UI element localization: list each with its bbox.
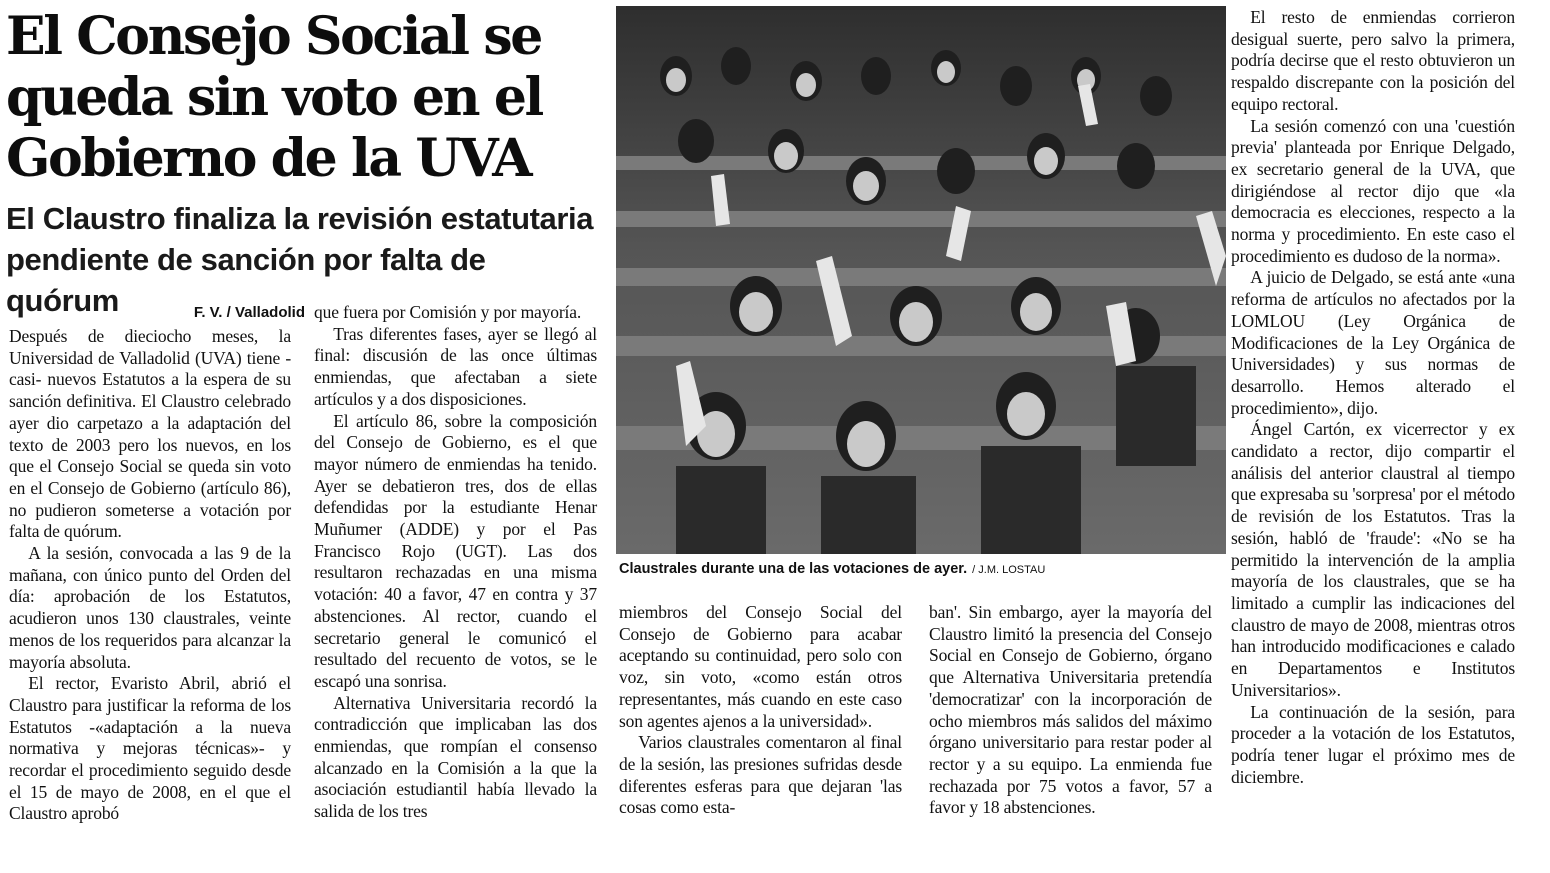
- paragraph: que fuera por Comisión y por mayoría.: [314, 302, 582, 322]
- byline: F. V. / Valladolid: [193, 304, 305, 321]
- paragraph: El artículo 86, sobre la composición del Consejo de Gobierno, es el que mayor número de enmiendas ha tenido. Ayer se debatieron tres, dos de ellas defendidas por la estudiante Henar Muñumer (ADDE) y por el Pas Francisco Rojo (UGT). Las dos resultaron rechazadas en una misma votación: 40 a favor, 47 en contra y 37 abstenciones. Al rector, cuando el secretario general le comunicó el resultado del recuento de votos, se le escapó una sonrisa.: [314, 410, 597, 691]
- paragraph: Después de dieciocho meses, la Universidad de Valladolid (UVA) tiene -casi- nuevos Estatutos a la espera de su sanción definitiva. El Claustro celebrado ayer dio carpetazo a la adaptación del texto de 2003 pero los nuevos, en los que el Consejo Social se queda sin voto en el Consejo de Gobierno (artículo 86), no pudieron someterse a votación por falta de quórum.: [9, 326, 291, 542]
- article-column-4: [929, 602, 1212, 819]
- article-column-5: [1231, 7, 1515, 788]
- auditorium-photo-illustration: [616, 6, 1226, 554]
- subheadline: El Claustro finaliza la revisión estatutaria pendiente de sanción por falta de quórum: [6, 201, 594, 318]
- paragraph: miembros del Consejo Social del Consejo de Gobierno para acabar aceptando su continuidad, pero solo con voz, sin voto, «como están otros representantes, más cuando en este caso son agentes ajenos a la universidad».: [619, 602, 902, 731]
- news-photo: [616, 6, 1226, 554]
- headline: El Consejo Social se queda sin voto en el Gobierno de la UVA: [6, 6, 542, 189]
- paragraph: Ángel Cartón, ex vicerrector y ex candidato a rector, dijo compartir el análisis del anterior claustral al tiempo que expresaba su 'sorpresa' por el método de revisión de los Estatutos. Tras la sesión, habló de 'fraude': «No se ha permitido la intervención de la amplia mayoría de los claustrales, que se ha limitado a cumplir las indicaciones del claustro de mayo de 2008, mientras otros han introducido modificaciones e calado en Departamentos e Institutos Universitarios».: [1231, 419, 1515, 700]
- photo-credit: / J.M. LOSTAU: [972, 564, 1046, 576]
- caption-text: Claustrales durante una de las votaciones de ayer.: [619, 561, 968, 577]
- paragraph: Varios claustrales comentaron al final de la sesión, las presiones sufridas desde diferentes esferas para que dejaran 'las cosas como esta-: [619, 732, 902, 818]
- article-column-1: [9, 326, 291, 825]
- paragraph: Alternativa Universitaria recordó la contradicción que implicaban las dos enmiendas, que rompían el consenso alcanzado en la Comisión a la que la asociación estudiantil había llevado la salida de los tres: [314, 692, 597, 822]
- paragraph: La continuación de la sesión, para proceder a la votación de los Estatutos, podría tener lugar el próximo mes de diciembre.: [1231, 701, 1515, 787]
- paragraph: El resto de enmiendas corrieron desigual suerte, pero salvo la primera, podría decirse que el resto obtuvieron un respaldo discrepante con la posición del equipo rectoral.: [1231, 7, 1515, 114]
- article-column-3: [619, 602, 902, 819]
- paragraph: A la sesión, convocada a las 9 de la mañana, con único punto del Orden del día: aprobación de los Estatutos, acudieron unos 130 claustrales, veinte menos de los requeridos para alcanzar la mayoría absoluta.: [9, 543, 291, 672]
- article-column-2: [314, 302, 597, 823]
- paragraph: Tras diferentes fases, ayer se llegó al final: discusión de las once últimas enmiendas, que afectaban a siete artículos y a dos disposiciones.: [314, 323, 597, 409]
- photo-caption: [619, 560, 1229, 579]
- paragraph: ban'. Sin embargo, ayer la mayoría del Claustro limitó la presencia del Consejo Social en Consejo de Gobierno, órgano que Alternativa Universitaria pretendía 'democratizar' con la incorporación de ocho miembros más salidos del máximo órgano universitario para restar poder al rector y a su equipo. La enmienda fue rechazada por 75 votos a favor, 57 a favor y 18 abstenciones.: [929, 602, 1212, 818]
- paragraph: La sesión comenzó con una 'cuestión previa' planteada por Enrique Delgado, ex secretario general de la UVA, que dirigiéndose al rector dijo que «la democracia es elecciones, respecto a la norma y procedimiento. En este caso el procedimiento es dudoso de la norma».: [1231, 115, 1515, 266]
- paragraph: A juicio de Delgado, se está ante «una reforma de artículos no afectados por la LOMLOU (Ley Orgánica de Modificaciones de la Ley Orgánica de Universidades) y sus normas de desarrollo. Hemos alterado el procedimiento», dijo.: [1231, 267, 1515, 418]
- paragraph: El rector, Evaristo Abril, abrió el Claustro para justificar la reforma de los Estatutos -«adaptación a la nueva normativa y mejoras técnicas»- y recordar el procedimiento seguido desde el 15 de mayo de 2008, en el que el Claustro aprobó: [9, 673, 291, 824]
